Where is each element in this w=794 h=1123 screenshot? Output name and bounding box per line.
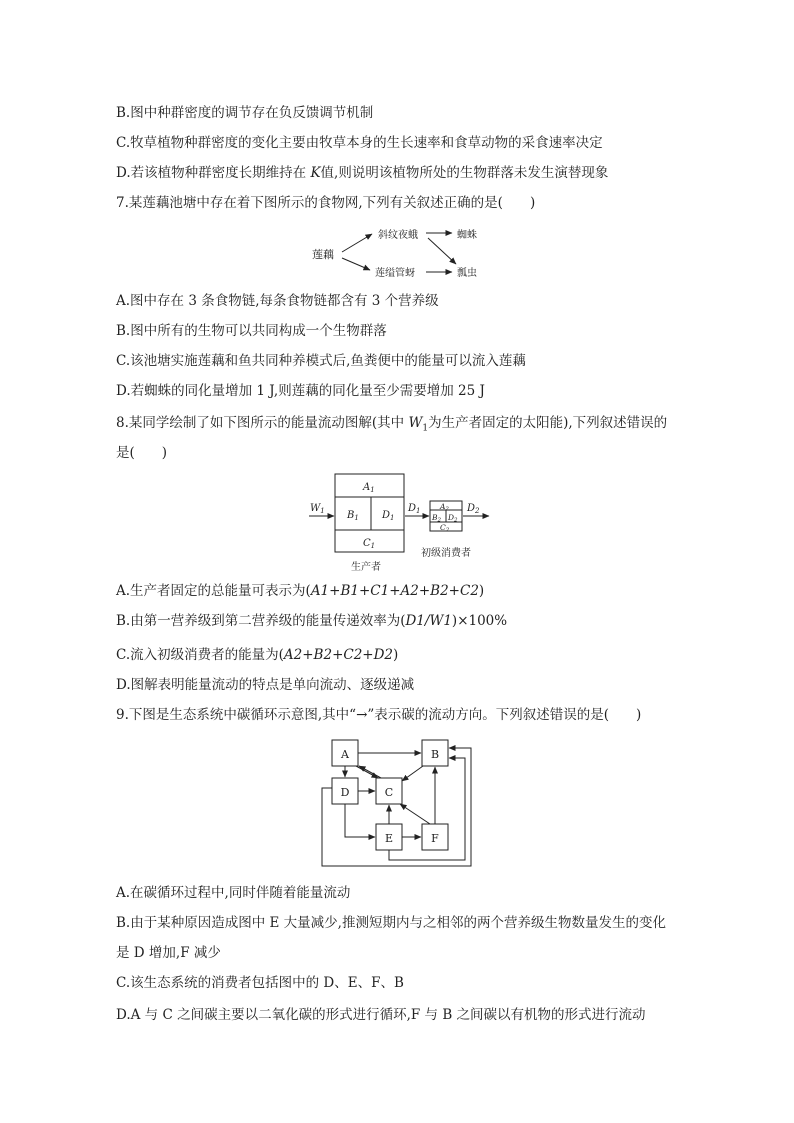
arrow-a-c (356, 766, 378, 778)
d1-arrow-label: $D_1$ (408, 503, 421, 515)
q6-option-b: B.图中种群密度的调节存在负反馈调节机制 (116, 105, 374, 121)
energy-flow-diagram (305, 470, 505, 576)
producer-label: 生产者 (351, 562, 381, 573)
d1-label: $D_1$ (382, 510, 395, 522)
d2-inner-label: $D_2$ (448, 513, 458, 524)
lotus-label: 莲藕 (312, 248, 334, 261)
arrow-lotus-aphid (342, 258, 370, 270)
svg-text:B: B (430, 748, 440, 761)
svg-text:F: F (431, 832, 439, 845)
svg-text:E: E (384, 832, 394, 845)
q8-option-a: A.生产者固定的总能量可表示为(A1+B1+C1+A2+B2+C2) (116, 583, 485, 599)
arrow-c-a (359, 766, 381, 778)
svg-text:D: D (340, 786, 350, 799)
q6-option-d: D.若该植物种群密度长期维持在 K值,则说明该植物所处的生物群落未发生演替现象 (116, 165, 609, 181)
d2-arrow-label: $D_2$ (467, 503, 480, 515)
arrow-d-e (345, 804, 375, 837)
arrow-lotus-moth (342, 234, 372, 252)
b2-label: $B_2$ (432, 513, 442, 524)
svg-text:A: A (341, 748, 349, 761)
a2-label: $A_2$ (440, 502, 449, 513)
arrow-b-c (402, 766, 423, 781)
b1-label: $B_1$ (347, 510, 359, 522)
q8-stem-line2: 是( ) (116, 445, 168, 461)
q7-option-c: C.该池塘实施莲藕和鱼共同种养模式后,鱼粪便中的能量可以流入莲藕 (116, 353, 526, 369)
q7-option-d: D.若蜘蛛的同化量增加 1 J,则莲藕的同化量至少需要增加 25 J (116, 383, 485, 399)
arrow-f-c (400, 804, 430, 824)
q7-stem: 7.某莲藕池塘中存在着下图所示的食物网,下列有关叙述正确的是( ) (116, 195, 536, 211)
q9-option-c: C.该生态系统的消费者包括图中的 D、E、F、B (116, 975, 404, 991)
spider-label: 蜘蛛 (457, 230, 477, 241)
q8-option-c: C.流入初级消费者的能量为(A2+B2+C2+D2) (116, 647, 399, 663)
q9-option-b-line2: 是 D 增加,F 减少 (116, 945, 221, 961)
ladybug-label: 瓢虫 (457, 268, 477, 279)
w1-label: $W_1$ (310, 503, 325, 515)
svg-text:C: C (384, 786, 394, 799)
q9-option-a: A.在碳循环过程中,同时伴随着能量流动 (116, 885, 351, 901)
q8-option-b: B.由第一营养级到第二营养级的能量传递效率为(D1/W1)×100% (116, 613, 508, 629)
aphid-label: 莲缢管蚜 (375, 268, 415, 279)
c2-label: $C_2$ (440, 523, 450, 534)
q6-option-c: C.牧草植物种群密度的变化主要由牧草本身的生长速率和食草动物的采食速率决定 (116, 135, 603, 151)
q9-stem: 9.下图是生态系统中碳循环示意图,其中“→”表示碳的流动方向。下列叙述错误的是( ) (116, 707, 642, 723)
q8-stem-line1: 8.某同学绘制了如下图所示的能量流动图解(其中 $W_1$为生产者固定的太阳能),下列叙述错误的 (116, 415, 668, 434)
arrow-moth-ladybug (428, 238, 456, 264)
q9-option-d: D.A 与 C 之间碳主要以二氧化碳的形式进行循环,F 与 B 之间碳以有机物的形式进行流动 (116, 1007, 646, 1023)
c1-label: $C_1$ (363, 538, 376, 550)
q7-option-b: B.图中所有的生物可以共同构成一个生物群落 (116, 323, 387, 339)
q8-option-d: D.图解表明能量流动的特点是单向流动、逐级递减 (116, 677, 415, 693)
q7-option-a: A.图中存在 3 条食物链,每条食物链都含有 3 个营养级 (116, 293, 439, 309)
consumer-label: 初级消费者 (421, 548, 471, 559)
moth-label: 斜纹夜蛾 (378, 230, 418, 241)
a1-label: $A_1$ (363, 482, 375, 494)
food-web-diagram (300, 220, 520, 282)
carbon-cycle-diagram (318, 736, 478, 868)
q9-option-b-line1: B.由于某种原因造成图中 E 大量减少,推测短期内与之相邻的两个营养级生物数量发生的变化 (116, 915, 666, 931)
